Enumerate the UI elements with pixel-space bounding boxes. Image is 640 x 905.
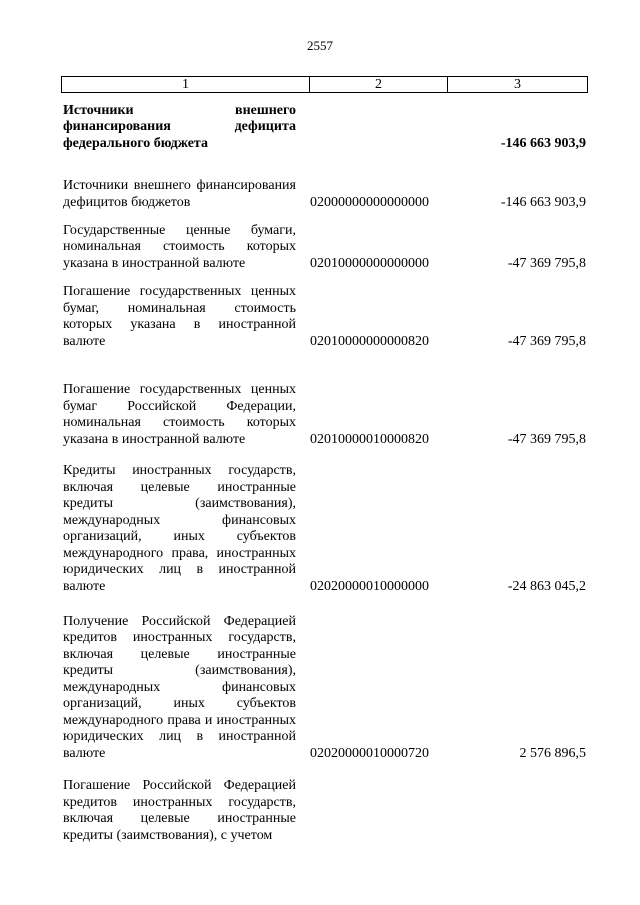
page-number: 2557	[307, 38, 333, 53]
row-amount: -146 663 903,9	[500, 135, 586, 151]
row-name: Получение Российской Федерацией кредитов иностранных государств, включая целевые иностранные кредиты (заимствования), международных финансовых организаций, иных субъектов международного права и иностранных юридических лиц в иностранной валюте	[63, 613, 296, 761]
table-row	[63, 762, 588, 844]
row-code: 02020000010000000	[310, 578, 429, 594]
row-name: Источники внешнего финансирования дефицита федерального бюджета	[63, 102, 296, 151]
table-row	[63, 448, 588, 595]
header-col-2: 2	[310, 77, 448, 92]
row-code: 02000000000000000	[310, 194, 429, 210]
table-row	[63, 211, 588, 272]
table-row	[63, 152, 588, 211]
row-amount: -47 369 795,8	[507, 333, 586, 349]
header-col-1: 1	[62, 77, 310, 92]
table-header	[61, 76, 588, 93]
row-amount: -24 863 045,2	[507, 578, 586, 594]
table-row	[63, 595, 588, 762]
row-amount: -47 369 795,8	[507, 255, 586, 271]
table-row	[63, 272, 588, 350]
row-name: Кредиты иностранных государств, включая целевые иностранные кредиты (заимствования), международных финансовых организаций, иных субъектов международного права, иностранных юридических лиц в иностранной валюте	[63, 463, 296, 594]
row-amount: 2 576 896,5	[519, 745, 586, 761]
row-amount: -146 663 903,9	[500, 194, 586, 210]
row-code: 02010000010000820	[310, 431, 429, 447]
row-name: Источники внешнего финансирования дефицитов бюджетов	[63, 178, 296, 210]
row-code: 02010000000000820	[310, 333, 429, 349]
row-name: Погашение государственных ценных бумаг, номинальная стоимость которых указана в иностранной валюте	[63, 284, 296, 349]
row-name: Государственные ценные бумаги, номинальная стоимость которых указана в иностранной валюте	[63, 222, 296, 271]
table-row	[63, 350, 588, 448]
table-row	[63, 96, 588, 152]
row-code: 02020000010000720	[310, 745, 429, 761]
header-col-3: 3	[514, 76, 521, 92]
row-name: Погашение Российской Федерацией кредитов иностранных государств, включая целевые иностранные кредиты (заимствования), с учетом	[63, 778, 296, 843]
row-amount: -47 369 795,8	[507, 431, 586, 447]
table-body	[63, 96, 588, 844]
row-code: 02010000000000000	[310, 255, 429, 271]
row-name: Погашение государственных ценных бумаг Российской Федерации, номинальная стоимость которых указана в иностранной валюте	[63, 382, 296, 447]
